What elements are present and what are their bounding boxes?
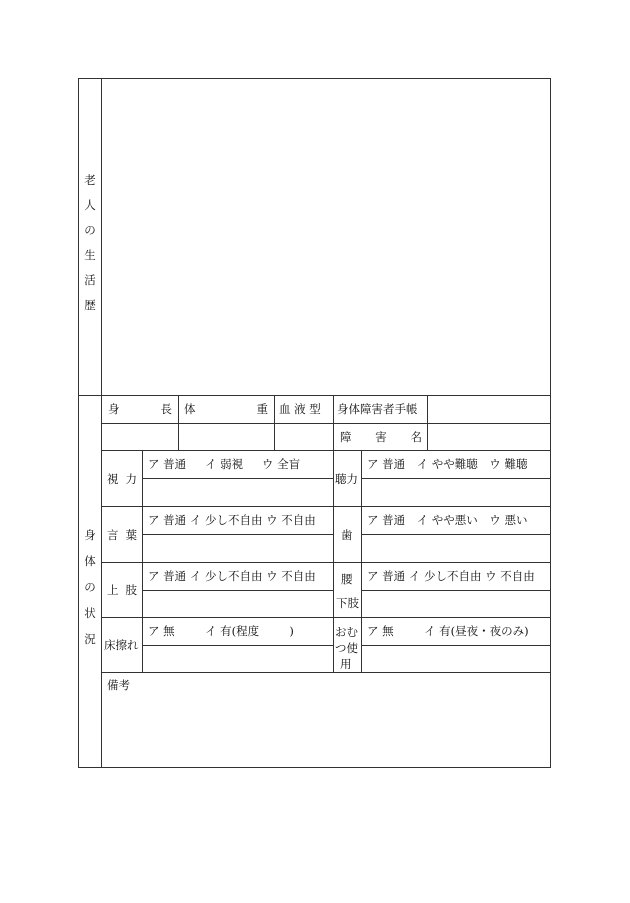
column-line: [361, 450, 362, 673]
row-line: [101, 617, 551, 618]
disability-name-label: 障 害 名: [340, 430, 422, 444]
row-subline: [142, 645, 333, 646]
row-subline: [142, 534, 333, 535]
life-history-label: 老 人 の 生 活 歴: [84, 173, 96, 312]
hearing-label: 聴力: [335, 472, 358, 486]
row-line: [101, 450, 551, 451]
column-line: [333, 395, 334, 673]
form-top-border: [78, 78, 551, 79]
row-line: [101, 506, 551, 507]
form-right-border: [550, 78, 551, 768]
row-subline: [361, 590, 551, 591]
upper-limb-options: ア 普通 イ 少し不自由 ウ 不自由: [148, 569, 316, 583]
lower-limb-options: ア 普通 イ 少し不自由 ウ 不自由: [367, 569, 535, 583]
height-label: 身 長: [108, 402, 172, 416]
upper-limb-label: 上 肢: [107, 583, 137, 597]
section-divider: [78, 395, 551, 396]
diaper-options: ア 無 イ 有(昼夜・夜のみ): [367, 624, 529, 638]
bedsore-options: ア 無 イ 有(程度 ): [148, 624, 294, 638]
column-line: [274, 395, 275, 451]
vision-label: 視 力: [107, 472, 137, 486]
vision-options: ア 普通 イ 弱視 ウ 全盲: [148, 457, 301, 471]
row-subline: [142, 478, 333, 479]
teeth-label: 歯: [341, 528, 353, 542]
teeth-options: ア 普通 イ やや悪い ウ 悪い: [367, 513, 528, 527]
remarks-label: 備考: [107, 678, 130, 692]
waist-label: 腰: [341, 572, 353, 586]
blood-type-label: 血 液 型: [279, 402, 321, 416]
disability-handbook-label: 身体障害者手帳: [337, 402, 418, 416]
row-subline: [361, 645, 551, 646]
row-line: [101, 672, 551, 673]
column-line: [427, 395, 428, 451]
row-subline: [142, 590, 333, 591]
row-line: [101, 423, 551, 424]
row-line: [101, 562, 551, 563]
column-line: [142, 450, 143, 673]
label-column-border: [101, 78, 102, 768]
form-left-border: [78, 78, 79, 768]
hearing-options: ア 普通 イ やや難聴 ウ 難聴: [367, 457, 528, 471]
weight-label: 体 重: [184, 402, 268, 416]
speech-options: ア 普通 イ 少し不自由 ウ 不自由: [148, 513, 316, 527]
column-line: [178, 395, 179, 451]
row-subline: [361, 534, 551, 535]
speech-label: 言 葉: [107, 528, 137, 542]
form-bottom-border: [78, 767, 551, 768]
lower-limb-label: 下肢: [336, 596, 359, 610]
row-subline: [361, 478, 551, 479]
bedsore-label: 床擦れ: [104, 638, 139, 652]
physical-condition-label: 身 体 の 状 況: [84, 528, 96, 646]
diaper-label: おむ つ使 用: [335, 625, 358, 671]
